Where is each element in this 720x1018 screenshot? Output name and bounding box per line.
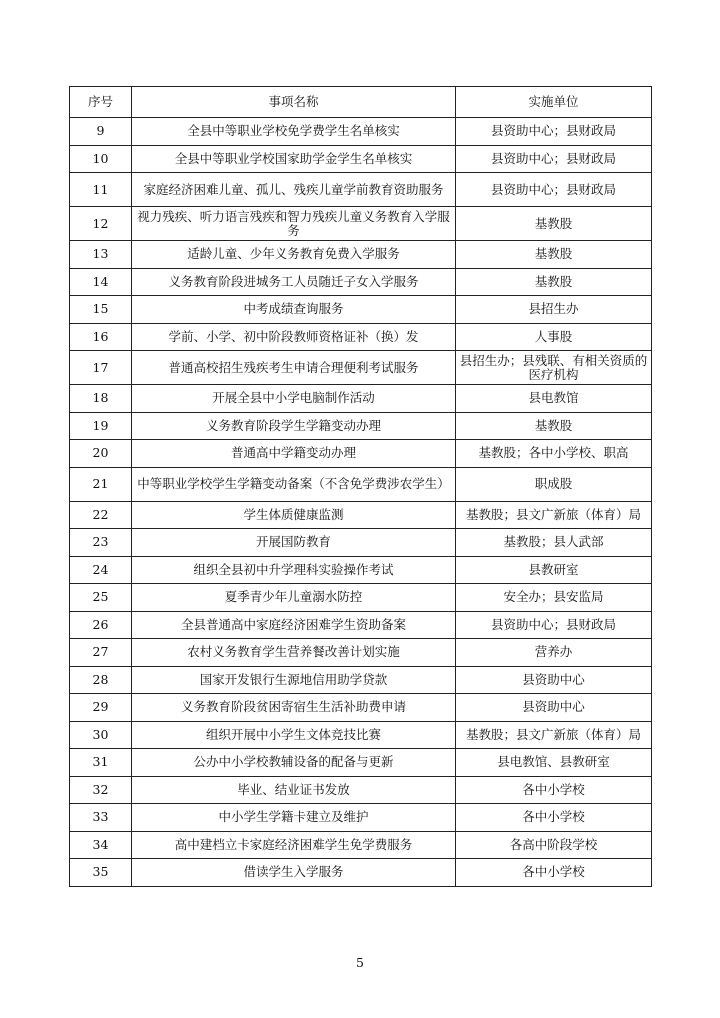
cell-no: 33 [70,804,132,832]
page-number: 5 [356,955,364,970]
cell-name: 开展全县中小学电脑制作活动 [132,385,456,413]
cell-no: 10 [70,145,132,173]
cell-no: 26 [70,611,132,639]
cell-unit: 各中小学校 [456,859,652,887]
table-row [70,296,652,324]
cell-no: 22 [70,501,132,529]
table-row [70,529,652,557]
table-row [70,467,652,501]
table-row [70,831,652,859]
table-row [70,611,652,639]
cell-name: 借读学生入学服务 [132,859,456,887]
cell-unit: 基教股；县文广新旅（体育）局 [456,501,652,529]
cell-name: 义务教育阶段学生学籍变动办理 [132,412,456,440]
cell-no: 30 [70,721,132,749]
cell-name: 组织开展中小学生文体竞技比赛 [132,721,456,749]
cell-unit: 县教研室 [456,556,652,584]
header-no: 序号 [70,87,132,118]
cell-name: 公办中小学校教辅设备的配备与更新 [132,749,456,777]
table-row [70,804,652,832]
cell-no: 12 [70,207,132,241]
cell-no: 27 [70,639,132,667]
cell-no: 35 [70,859,132,887]
cell-unit: 县资助中心；县财政局 [456,118,652,146]
cell-name: 义务教育阶段贫困寄宿生生活补助费申请 [132,694,456,722]
cell-name: 中等职业学校学生学籍变动备案（不含免学费涉农学生） [132,467,456,501]
cell-name: 组织全县初中升学理科实验操作考试 [132,556,456,584]
table-row [70,859,652,887]
table-row [70,241,652,269]
cell-name: 全县普通高中家庭经济困难学生资助备案 [132,611,456,639]
table-row [70,776,652,804]
cell-unit: 各中小学校 [456,804,652,832]
cell-no: 14 [70,268,132,296]
cell-no: 25 [70,584,132,612]
cell-no: 23 [70,529,132,557]
cell-unit: 基教股 [456,207,652,241]
cell-name: 家庭经济困难儿童、孤儿、残疾儿童学前教育资助服务 [132,173,456,207]
table-row [70,501,652,529]
cell-unit: 人事股 [456,323,652,351]
cell-name: 学生体质健康监测 [132,501,456,529]
cell-no: 18 [70,385,132,413]
table-row [70,440,652,468]
cell-no: 16 [70,323,132,351]
cell-name: 全县中等职业学校国家助学金学生名单核实 [132,145,456,173]
cell-name: 中考成绩查询服务 [132,296,456,324]
cell-unit: 县电教馆、县教研室 [456,749,652,777]
cell-unit: 各高中阶段学校 [456,831,652,859]
cell-no: 29 [70,694,132,722]
cell-unit: 基教股；县人武部 [456,529,652,557]
cell-unit: 县资助中心；县财政局 [456,145,652,173]
service-items-table [69,86,652,887]
table-row [70,749,652,777]
header-unit: 实施单位 [456,87,652,118]
cell-unit: 基教股 [456,241,652,269]
cell-name: 农村义务教育学生营养餐改善计划实施 [132,639,456,667]
table-row [70,639,652,667]
cell-unit: 基教股；县文广新旅（体育）局 [456,721,652,749]
cell-name: 视力残疾、听力语言残疾和智力残疾儿童义务教育入学服务 [132,207,456,241]
cell-unit: 安全办；县安监局 [456,584,652,612]
cell-unit: 县资助中心 [456,666,652,694]
table-row [70,268,652,296]
cell-no: 21 [70,467,132,501]
cell-name: 中小学生学籍卡建立及维护 [132,804,456,832]
cell-no: 28 [70,666,132,694]
cell-no: 9 [70,118,132,146]
header-name: 事项名称 [132,87,456,118]
cell-unit: 基教股 [456,412,652,440]
cell-name: 高中建档立卡家庭经济困难学生免学费服务 [132,831,456,859]
cell-name: 适龄儿童、少年义务教育免费入学服务 [132,241,456,269]
cell-unit: 县资助中心；县财政局 [456,611,652,639]
cell-no: 34 [70,831,132,859]
cell-name: 国家开发银行生源地信用助学贷款 [132,666,456,694]
cell-unit: 县资助中心 [456,694,652,722]
cell-no: 19 [70,412,132,440]
cell-unit: 县电教馆 [456,385,652,413]
cell-no: 31 [70,749,132,777]
table-row [70,666,652,694]
table-row [70,556,652,584]
table-row [70,721,652,749]
table-row [70,323,652,351]
cell-name: 夏季青少年儿童溺水防控 [132,584,456,612]
cell-no: 11 [70,173,132,207]
cell-no: 17 [70,351,132,385]
table-row [70,694,652,722]
cell-unit: 县招生办；县残联、有相关资质的医疗机构 [456,351,652,385]
cell-no: 24 [70,556,132,584]
cell-name: 毕业、结业证书发放 [132,776,456,804]
table-row [70,412,652,440]
cell-unit: 县招生办 [456,296,652,324]
cell-no: 13 [70,241,132,269]
cell-name: 全县中等职业学校免学费学生名单核实 [132,118,456,146]
cell-no: 32 [70,776,132,804]
table-row [70,584,652,612]
cell-name: 开展国防教育 [132,529,456,557]
table-row [70,173,652,207]
cell-name: 义务教育阶段进城务工人员随迁子女入学服务 [132,268,456,296]
table-row [70,351,652,385]
cell-no: 15 [70,296,132,324]
cell-unit: 县资助中心；县财政局 [456,173,652,207]
cell-unit: 职成股 [456,467,652,501]
table-row [70,118,652,146]
cell-name: 普通高中学籍变动办理 [132,440,456,468]
cell-unit: 基教股；各中小学校、职高 [456,440,652,468]
table-row [70,207,652,241]
table-row [70,145,652,173]
table-row [70,385,652,413]
cell-unit: 营养办 [456,639,652,667]
table-header-row [70,87,652,118]
cell-name: 普通高校招生残疾考生申请合理便利考试服务 [132,351,456,385]
cell-no: 20 [70,440,132,468]
cell-name: 学前、小学、初中阶段教师资格证补（换）发 [132,323,456,351]
cell-unit: 各中小学校 [456,776,652,804]
cell-unit: 基教股 [456,268,652,296]
